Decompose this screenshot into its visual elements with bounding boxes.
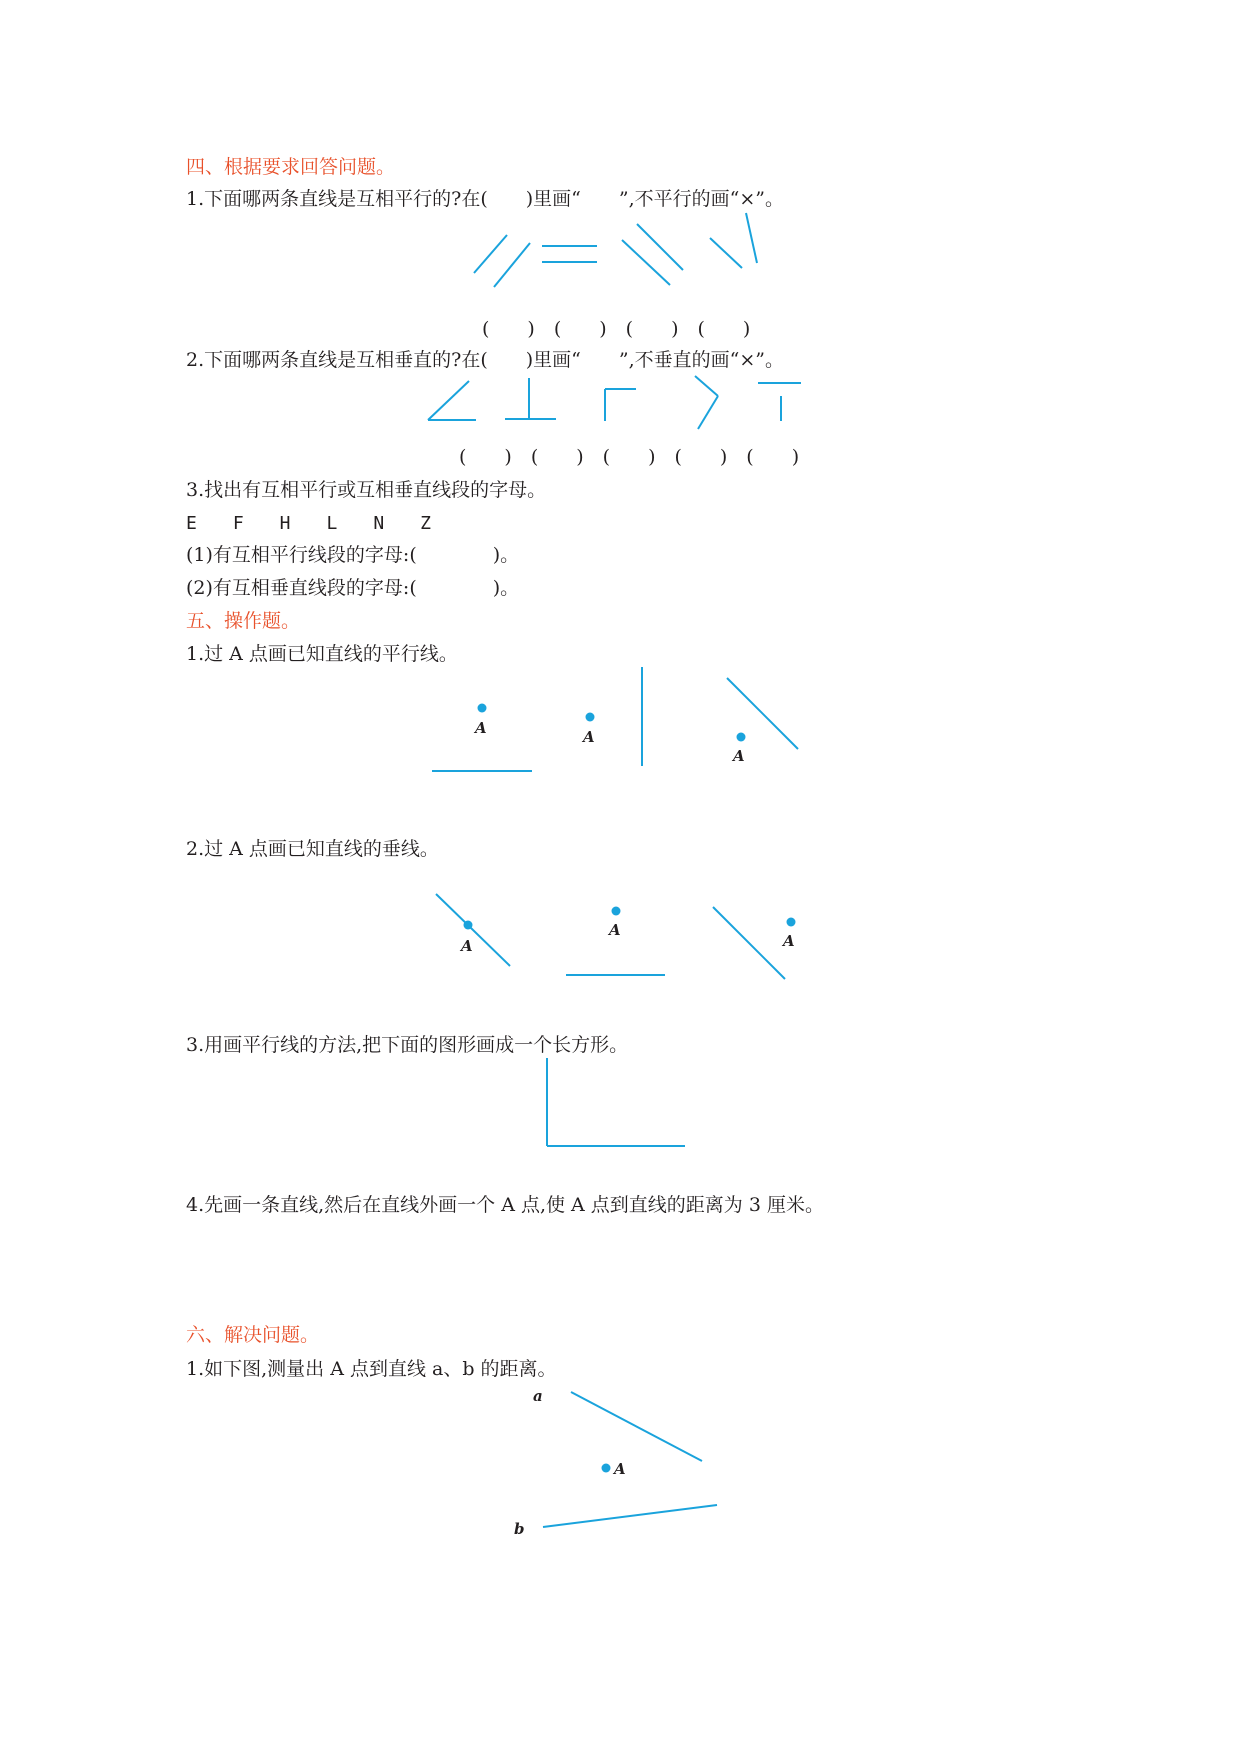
point-a-dot bbox=[602, 1464, 611, 1473]
point-a-label: A bbox=[609, 921, 621, 939]
letters-row: E F H L N Z bbox=[186, 513, 432, 534]
question-4-3: 3.找出有互相平行或互相垂直线段的字母。 bbox=[186, 479, 547, 501]
question-4-1: 1.下面哪两条直线是互相平行的?在( )里画“ ”,不平行的画“×”。 bbox=[186, 188, 784, 210]
line-a-label: a bbox=[533, 1387, 543, 1405]
point-a-label: A bbox=[475, 719, 487, 737]
question-4-2: 2.下面哪两条直线是互相垂直的?在( )里画“ ”,不垂直的画“×”。 bbox=[186, 349, 784, 371]
point-a bbox=[602, 1460, 626, 1478]
point-a-label: A bbox=[461, 937, 473, 955]
question-4-3-2: (2)有互相垂直线段的字母:( )。 bbox=[186, 577, 520, 599]
question-5-3: 3.用画平行线的方法,把下面的图形画成一个长方形。 bbox=[186, 1034, 629, 1056]
question-5-1: 1.过 A 点画已知直线的平行线。 bbox=[186, 643, 458, 665]
question-6-1: 1.如下图,测量出 A 点到直线 a、b 的距离。 bbox=[186, 1358, 557, 1380]
question-5-2: 2.过 A 点画已知直线的垂线。 bbox=[186, 838, 439, 860]
answer-blanks-4-2[interactable]: ( ) ( ) ( ) ( ) ( ) bbox=[459, 446, 800, 468]
section-6-title: 六、解决问题。 bbox=[186, 1324, 320, 1346]
point-a-label: A bbox=[783, 932, 795, 950]
line-b-label: b bbox=[514, 1520, 525, 1538]
question-4-3-1: (1)有互相平行线段的字母:( )。 bbox=[186, 544, 520, 566]
section-4-title: 四、根据要求回答问题。 bbox=[186, 156, 396, 178]
section-5-title: 五、操作题。 bbox=[186, 610, 301, 632]
point-a-label: A bbox=[583, 728, 595, 746]
question-5-4: 4.先画一条直线,然后在直线外画一个 A 点,使 A 点到直线的距离为 3 厘米。 bbox=[186, 1194, 824, 1216]
point-a-label: A bbox=[614, 1460, 626, 1478]
line-b bbox=[514, 1505, 717, 1538]
answer-blanks-4-1[interactable]: ( ) ( ) ( ) ( ) bbox=[482, 318, 751, 340]
line-a bbox=[533, 1387, 702, 1461]
point-a-label: A bbox=[733, 747, 745, 765]
